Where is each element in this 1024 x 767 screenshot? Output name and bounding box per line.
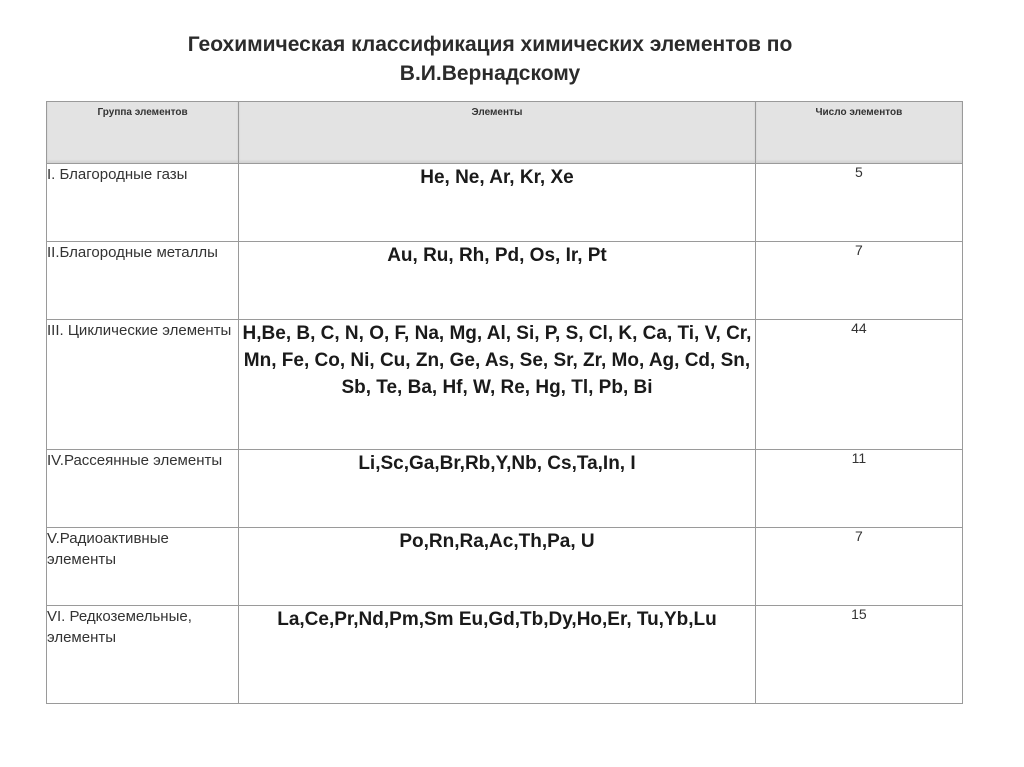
elements-cell: H,Be, B, C, N, O, F, Na, Mg, Al, Si, P, S, Cl, K, Ca, Ti, V, Cr, Mn, Fe, Co, Ni, Cu, Zn, Ge, As, Se, Sr, Zr, Mo, Ag, Cd, Sn, Sb, Te, Ba, Hf, W, Re, Hg, Tl, Pb, Bi <box>239 320 756 450</box>
group-cell: III. Циклические элементы <box>47 320 239 450</box>
group-cell: IV.Рассеянные элементы <box>47 450 239 528</box>
table-row <box>47 164 963 242</box>
elements-cell: Li,Sc,Ga,Br,Rb,Y,Nb, Cs,Ta,In, I <box>239 450 756 528</box>
elements-cell: La,Ce,Pr,Nd,Pm,Sm Eu,Gd,Tb,Dy,Ho,Er, Tu,Yb,Lu <box>239 606 756 704</box>
header-group: Группа элементов <box>47 102 239 164</box>
count-cell: 7 <box>755 242 962 320</box>
page-title: Геохимическая классификация химических элементов по В.И.Вернадскому <box>187 33 793 85</box>
group-cell: VI. Редкоземельные, элементы <box>47 606 239 704</box>
elements-cell: Au, Ru, Rh, Pd, Os, Ir, Pt <box>239 242 756 320</box>
count-cell: 11 <box>755 450 962 528</box>
table-row <box>47 450 963 528</box>
group-cell: II.Благородные металлы <box>47 242 239 320</box>
group-cell: I. Благородные газы <box>47 164 239 242</box>
elements-cell: He, Ne, Ar, Kr, Xe <box>239 164 756 242</box>
header-elements: Элементы <box>239 102 756 164</box>
count-cell: 15 <box>755 606 962 704</box>
group-cell: V.Радиоактивные элементы <box>47 528 239 606</box>
count-cell: 7 <box>755 528 962 606</box>
table-row <box>47 242 963 320</box>
count-cell: 5 <box>755 164 962 242</box>
header-count: Число элементов <box>755 102 962 164</box>
elements-cell: Po,Rn,Ra,Ac,Th,Pa, U <box>239 528 756 606</box>
table-header-row <box>47 102 963 164</box>
table-row <box>47 528 963 606</box>
count-cell: 44 <box>755 320 962 450</box>
classification-table <box>46 101 963 704</box>
table-row <box>47 606 963 704</box>
table-row <box>47 320 963 450</box>
